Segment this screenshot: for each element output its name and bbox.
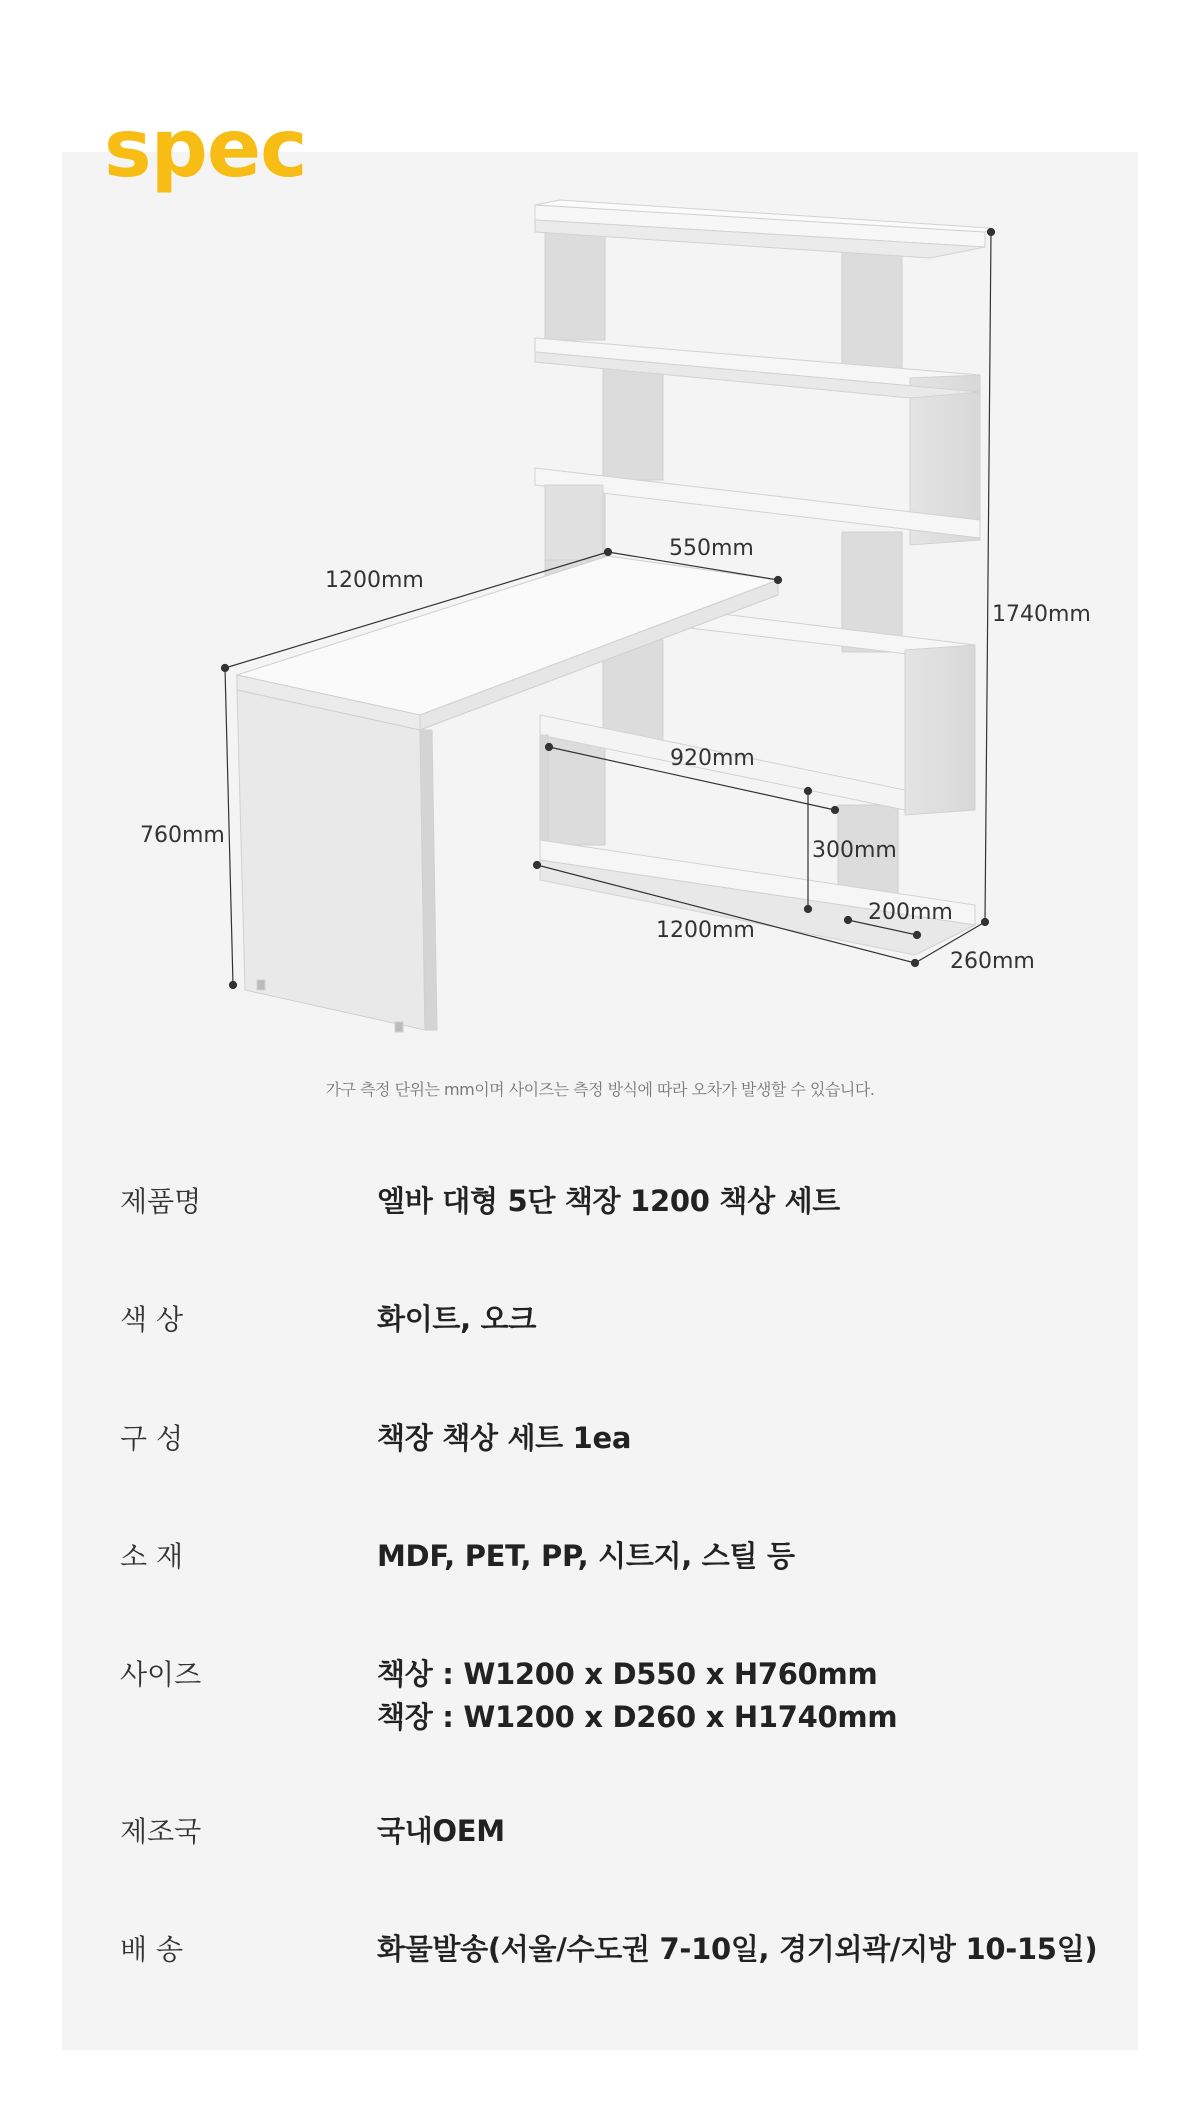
- spec-value: 화물발송(서울/수도권 7-10일, 경기외곽/지방 10-15일): [377, 1932, 1098, 1966]
- shelf-inner-depth-label: 200mm: [868, 900, 953, 925]
- desk-depth-label: 550mm: [669, 536, 754, 561]
- spec-value: 책장 책상 세트 1ea: [377, 1421, 632, 1455]
- desk-height-label: 760mm: [140, 823, 225, 848]
- spec-label: 배 송: [120, 1933, 183, 1966]
- spec-label: 사이즈: [120, 1658, 202, 1691]
- spec-value: 책상 : W1200 x D550 x H760mm 책장 : W1200 x D260 x H1740mm: [377, 1657, 898, 1734]
- spec-label: 색 상: [120, 1303, 183, 1336]
- measurement-note: 가구 측정 단위는 mm이며 사이즈는 측정 방식에 따라 오차가 발생할 수 있습니다.: [325, 1080, 875, 1099]
- shelf-depth-label: 260mm: [950, 949, 1035, 974]
- spec-label: 제품명: [120, 1185, 202, 1218]
- spec-label: 제조국: [120, 1815, 202, 1848]
- spec-value: MDF, PET, PP, 시트지, 스틸 등: [377, 1539, 795, 1573]
- shelf-height-label: 1740mm: [992, 602, 1091, 627]
- shelf-inner-width-label: 920mm: [670, 746, 755, 771]
- spec-title: spec: [104, 102, 307, 195]
- spec-value: 엘바 대형 5단 책장 1200 책상 세트: [377, 1184, 841, 1218]
- shelf-inner-height-label: 300mm: [812, 838, 897, 863]
- spec-label: 구 성: [120, 1422, 183, 1455]
- spec-value: 국내OEM: [377, 1814, 505, 1848]
- spec-value: 화이트, 오크: [377, 1302, 537, 1336]
- shelf-width-label: 1200mm: [656, 918, 755, 943]
- desk-width-label: 1200mm: [325, 568, 424, 593]
- spec-label: 소 재: [120, 1540, 183, 1573]
